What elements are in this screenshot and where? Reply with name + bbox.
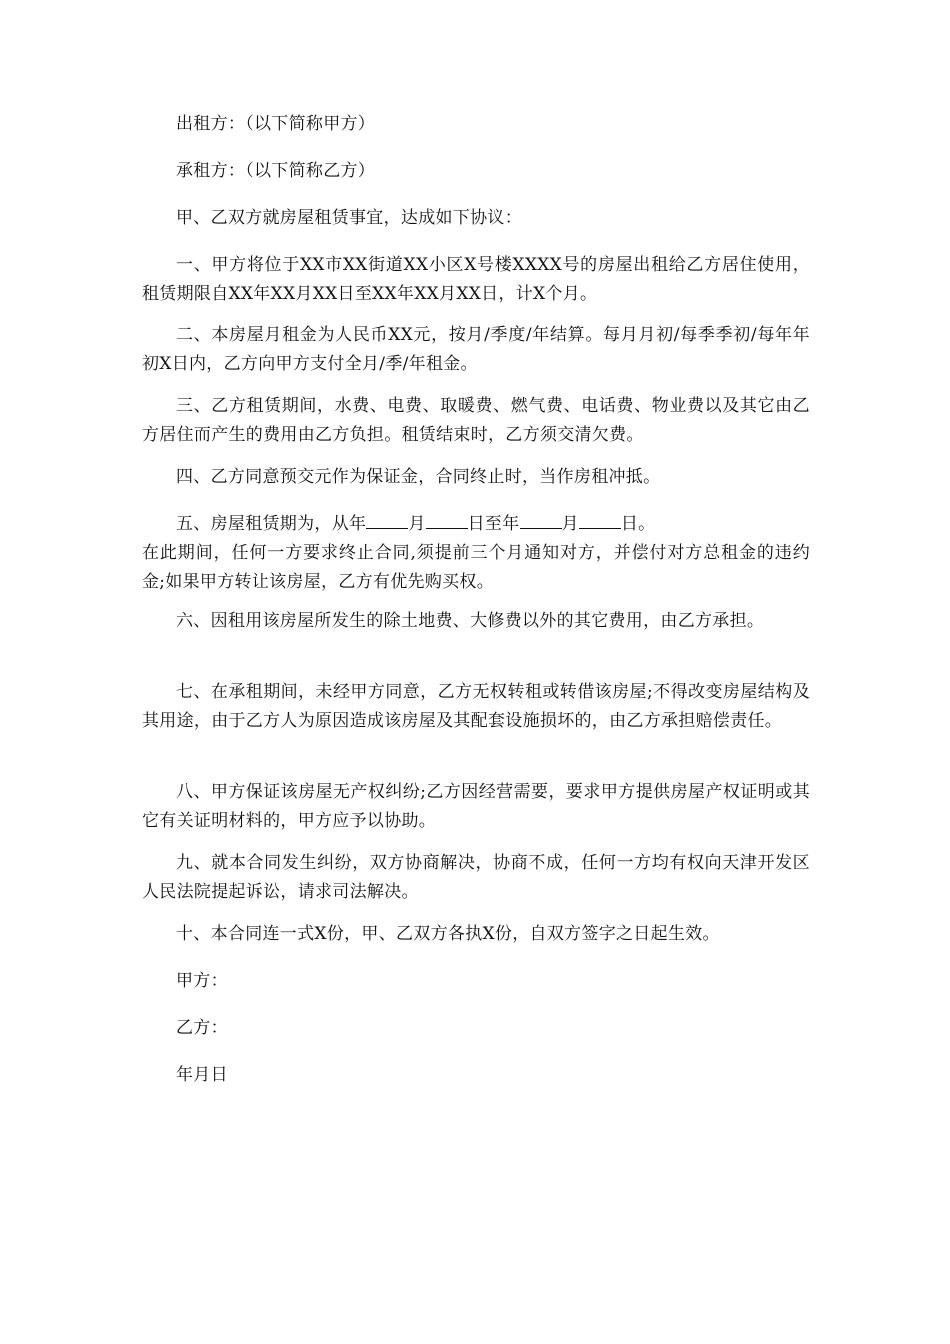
clause-10: 十、本合同连一式X份，甲、乙双方各执X份，自双方签字之日起生效。 xyxy=(176,924,720,944)
clause-4: 四、乙方同意预交元作为保证金，合同终止时，当作房租冲抵。 xyxy=(176,467,661,487)
clause-5 xyxy=(142,510,810,597)
clause-8: 八、甲方保证该房屋无产权纠纷;乙方因经营需要，要求甲方提供房屋产权证明或其它有关证明材料的，甲方应予以协助。 xyxy=(142,782,810,831)
clause-2: 二、本房屋月租金为人民币XX元，按月/季度/年结算。每月月初/每季季初/每年年初X日内，乙方向甲方支付全月/季/年租金。 xyxy=(142,325,810,374)
clause-5-continuation: 在此期间，任何一方要求终止合同,须提前三个月通知对方，并偿付对方总租金的违约金;如果甲方转让该房屋，乙方有优先购买权。 xyxy=(142,543,810,592)
lessor-line: 出租方：（以下简称甲方） xyxy=(176,114,376,134)
clause-5-day-end: 日。 xyxy=(620,514,656,534)
party-a-signature: 甲方： xyxy=(176,971,228,991)
blank-day-start xyxy=(426,512,468,529)
clause-5-month-start: 月 xyxy=(408,514,426,534)
blank-month-end xyxy=(520,512,562,529)
clause-5-month-end: 月 xyxy=(561,514,579,534)
clause-3: 三、乙方租赁期间，水费、电费、取暖费、燃气费、电话费、物业费以及其它由乙方居住而产生的费用由乙方负担。租赁结束时，乙方须交清欠费。 xyxy=(142,396,810,445)
clause-5-year-end: 年 xyxy=(502,514,520,534)
blank-day-end xyxy=(579,512,621,529)
clause-5-day-start: 日至 xyxy=(467,514,503,534)
clause-6: 六、因租用该房屋所发生的除土地费、大修费以外的其它费用，由乙方承担。 xyxy=(176,611,765,631)
clause-1: 一、甲方将位于XX市XX街道XX小区X号楼XXXX号的房屋出租给乙方居住使用，租赁期限自XX年XX月XX日至XX年XX月XX日，计X个月。 xyxy=(142,255,810,304)
party-b-signature: 乙方： xyxy=(176,1018,228,1038)
intro-line: 甲、乙双方就房屋租赁事宜，达成如下协议： xyxy=(176,208,522,228)
clause-5-prefix: 五、房屋租赁期为，从 xyxy=(176,514,349,534)
clause-9: 九、就本合同发生纠纷，双方协商解决，协商不成，任何一方均有权向天津开发区人民法院提起诉讼，请求司法解决。 xyxy=(142,853,810,902)
clause-7: 七、在承租期间，未经甲方同意，乙方无权转租或转借该房屋;不得改变房屋结构及其用途，由于乙方人为原因造成该房屋及其配套设施损坏的，由乙方承担赔偿责任。 xyxy=(142,682,810,731)
clause-5-year-start: 年 xyxy=(349,514,367,534)
blank-month-start xyxy=(366,512,408,529)
signing-date: 年月日 xyxy=(176,1065,228,1085)
lessee-line: 承租方：（以下简称乙方） xyxy=(176,161,376,181)
